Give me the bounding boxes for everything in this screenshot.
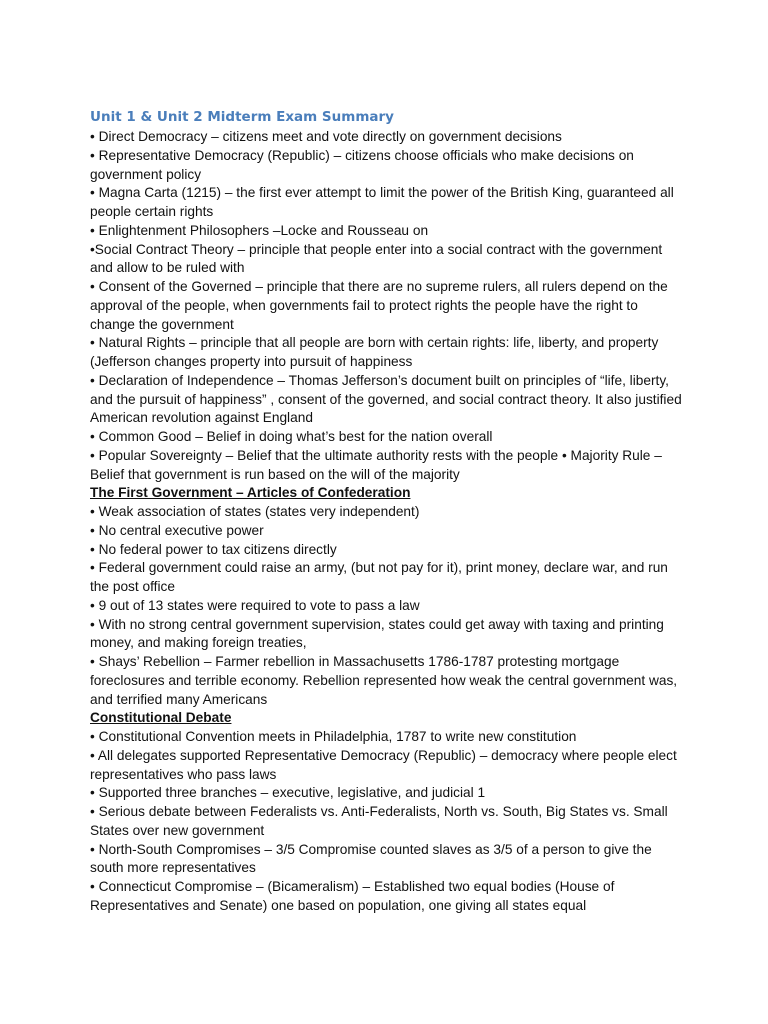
bullet-item: • Connecticut Compromise – (Bicameralism) – Established two equal bodies (House of Representatives and Senate) one based on population, one giving all states equal bbox=[90, 879, 615, 913]
bullet-item: • Declaration of Independence – Thomas Jefferson’s document built on principles of “life, liberty, and the pursuit of happiness” , consent of the governed, and social contract theory. It also justified American revolution against England bbox=[90, 372, 682, 426]
bullet-item: • Consent of the Governed – principle that there are no supreme rulers, all rulers depend on the approval of the people, when governments fail to protect rights the people have the right to change the government bbox=[90, 279, 668, 332]
bullet-item: • Constitutional Convention meets in Philadelphia, 1787 to write new constitution bbox=[90, 729, 577, 744]
bullet-item: • Representative Democracy (Republic) – citizens choose officials who make decisions on government policy bbox=[90, 147, 634, 182]
bullet-item: • Popular Sovereignty – Belief that the ultimate authority rests with the people • Majority Rule – Belief that government is run based on the will of the majority bbox=[90, 447, 662, 482]
bullet-item: • Federal government could raise an army, (but not pay for it), print money, declare war, and run the post office bbox=[90, 560, 668, 594]
section-heading: Constitutional Debate bbox=[90, 710, 232, 726]
section-heading: The First Government – Articles of Confederation bbox=[90, 485, 411, 501]
bullet-item: • All delegates supported Representative Democracy (Republic) – democracy where people elect representatives who pass laws bbox=[90, 747, 677, 782]
document-body bbox=[90, 106, 686, 916]
bullet-item: • Natural Rights – principle that all people are born with certain rights: life, liberty, and property (Jefferson changes property into pursuit of happiness bbox=[90, 335, 659, 369]
bullet-item: • Weak association of states (states very independent) bbox=[90, 504, 420, 519]
bullet-item: • Direct Democracy – citizens meet and vote directly on government decisions bbox=[90, 129, 562, 144]
bullet-item: • Supported three branches – executive, legislative, and judicial 1 bbox=[90, 785, 486, 801]
bullet-item: • Common Good – Belief in doing what’s best for the nation overall bbox=[90, 429, 493, 444]
bullet-item: • Enlightenment Philosophers –Locke and Rousseau on bbox=[90, 222, 429, 238]
bullet-item: • Serious debate between Federalists vs. Anti-Federalists, North vs. South, Big States vs. Small States over new government bbox=[90, 804, 668, 838]
bullet-item: • Shays’ Rebellion – Farmer rebellion in Massachusetts 1786-1787 protesting mortgage foreclosures and terrible economy. Rebellion represented how weak the central government was, and terrified many Americans bbox=[90, 654, 678, 707]
bullet-item: • North-South Compromises – 3/5 Compromise counted slaves as 3/5 of a person to give the south more representatives bbox=[90, 841, 652, 876]
bullet-item: • No federal power to tax citizens directly bbox=[90, 541, 337, 557]
document-title: Unit 1 & Unit 2 Midterm Exam Summary bbox=[90, 109, 394, 125]
bullet-item: • Magna Carta (1215) – the first ever attempt to limit the power of the British King, guaranteed all people certain rights bbox=[90, 185, 674, 219]
bullet-item: •Social Contract Theory – principle that people enter into a social contract with the government and allow to be ruled with bbox=[90, 241, 663, 276]
bullet-item: • With no strong central government supervision, states could get away with taxing and printing money, and making foreign treaties, bbox=[90, 616, 664, 651]
bullet-item: • No central executive power bbox=[90, 522, 264, 538]
bullet-item: • 9 out of 13 states were required to vote to pass a law bbox=[90, 597, 420, 613]
